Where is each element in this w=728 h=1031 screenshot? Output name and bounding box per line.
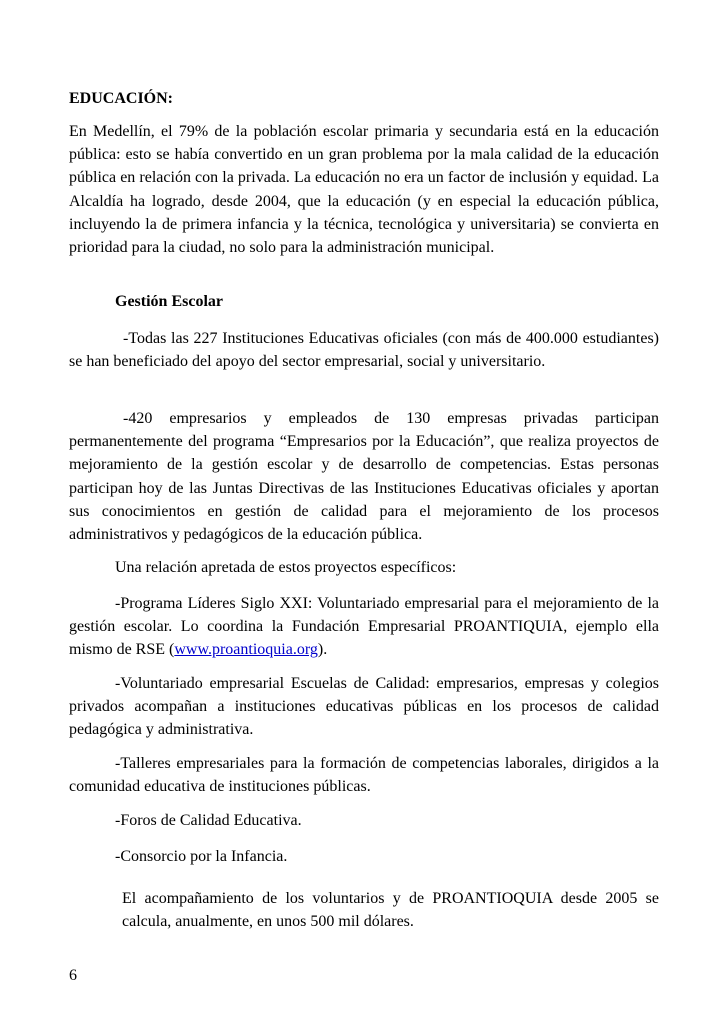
programa-lideres-close: ). <box>317 641 328 659</box>
paragraph-foros: -Foros de Calidad Educativa. <box>115 812 302 829</box>
paragraph-voluntariado: -Voluntariado empresarial Escuelas de Calidad: empresarios, empresas y colegios privados acompañan a instituciones educativas públicas en los procesos de calidad pedagógica y administrativa. <box>69 675 659 739</box>
subheading: Gestión Escolar <box>115 293 223 310</box>
proantioquia-link[interactable]: www.proantioquia.org <box>174 641 318 659</box>
paragraph-programa-lideres <box>69 592 659 662</box>
intro-paragraph: En Medellín, el 79% de la población escolar primaria y secundaria está en la educación pública: esto se había convertido en un gran problema por la mala calidad de la educación pública en relación con la privada. La educación no era un factor de inclusión y equidad. La Alcaldía ha logrado, desde 2004, que la educación (y en especial la educación pública, incluyendo la de primera infancia y la técnica, tecnológica y universitaria) se convierta en prioridad para la ciudad, no solo para la administración municipal. <box>69 123 659 257</box>
paragraph-instituciones: -Todas las 227 Instituciones Educativas oficiales (con más de 400.000 estudiantes) se han beneficiado del apoyo del sector empresarial, social y universitario. <box>69 330 659 371</box>
closing-paragraph: El acompañamiento de los voluntarios y de PROANTIOQUIA desde 2005 se calcula, anualmente, en unos 500 mil dólares. <box>122 890 659 931</box>
paragraph-consorcio: -Consorcio por la Infancia. <box>115 848 288 865</box>
paragraph-empresarios: -420 empresarios y empleados de 130 empresas privadas participan permanentemente del programa “Empresarios por la Educación”, que realiza proyectos de mejoramiento de la gestión escolar y de desarrollo de competencias. Estas personas participan hoy de las Juntas Directivas de las Instituciones Educativas oficiales y aportan sus conocimientos en gestión de calidad para el mejoramiento de los procesos administrativos y pedagógicos de la educación pública. <box>69 410 659 544</box>
programa-lideres-text: -Programa Líderes Siglo XXI: Voluntariado empresarial para el mejoramiento de la gestión escolar. Lo coordina la Fundación Empresarial PROANTIQUIA, ejemplo ella mismo de RSE ( <box>69 595 659 659</box>
page-number: 6 <box>69 967 77 984</box>
paragraph-talleres: -Talleres empresariales para la formación de competencias laborales, dirigidos a la comunidad educativa de instituciones públicas. <box>69 755 659 796</box>
relacion-intro: Una relación apretada de estos proyectos específicos: <box>115 559 457 576</box>
section-heading: EDUCACIÓN: <box>69 90 173 107</box>
